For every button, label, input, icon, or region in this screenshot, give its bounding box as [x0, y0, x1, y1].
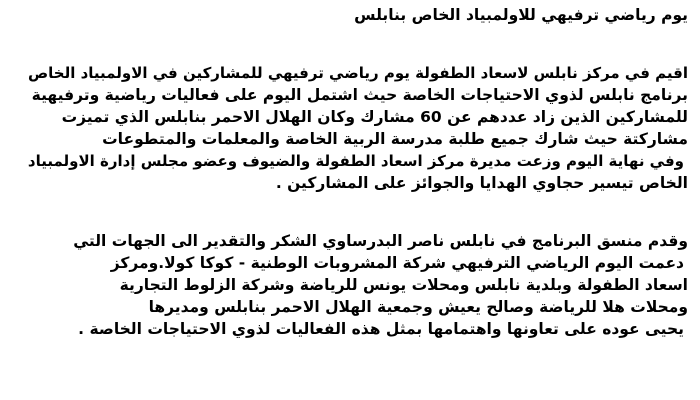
paragraph-line: وفي نهاية اليوم وزعت مديرة مركز اسعاد الطفولة والضيوف وعضو مجلس إدارة الاولمبياد — [27, 152, 684, 170]
paragraph-line: يحيى عوده على تعاونها واهتمامها بمثل هذه الفعاليات لذوي الاحتياجات الخاصة . — [78, 320, 684, 338]
paragraph-line: الخاص تيسير حجاوي الهدايا والجوائز على المشاركين . — [275, 174, 688, 192]
paragraph-line: للمشاركين الذين زاد عددهم عن 60 مشارك وكان الهلال الاحمر بنابلس الذي تميزت — [61, 108, 688, 126]
paragraph-line: مشاركتة حيث شارك جميع طلبة مدرسة الربية الخاصة والمعلمات والمتطوعات — [102, 130, 688, 148]
document-title: يوم رياضي ترفيهي للاولمبياد الخاص بنابلس — [354, 6, 688, 24]
paragraph-line: دعمت اليوم الرياضي الترفيهي شركة المشروبات الوطنية - كوكا كولا.ومركز — [110, 254, 684, 272]
paragraph-line: اقيم في مركز نابلس لاسعاد الطفولة يوم رياضي ترفيهي للمشاركين في الاولمبياد الخاص — [27, 64, 688, 82]
paragraph-line: برنامج نابلس لذوي الاحتياجات الخاصة حيث اشتمل اليوم على فعاليات رياضية وترفيهية — [31, 86, 688, 104]
paragraph-line: اسعاد الطفولة وبلدية نابلس ومحلات يونس للرياضة وشركة الزلوط التجارية — [119, 276, 688, 294]
paragraph-line: وقدم منسق البرنامج في نابلس ناصر البدرساوي الشكر والتقدير الى الجهات التي — [73, 232, 688, 250]
paragraph-line: ومحلات هلا للرياضة وصالح يعيش وجمعية الهلال الاحمر بنابلس ومديرها — [148, 298, 688, 316]
